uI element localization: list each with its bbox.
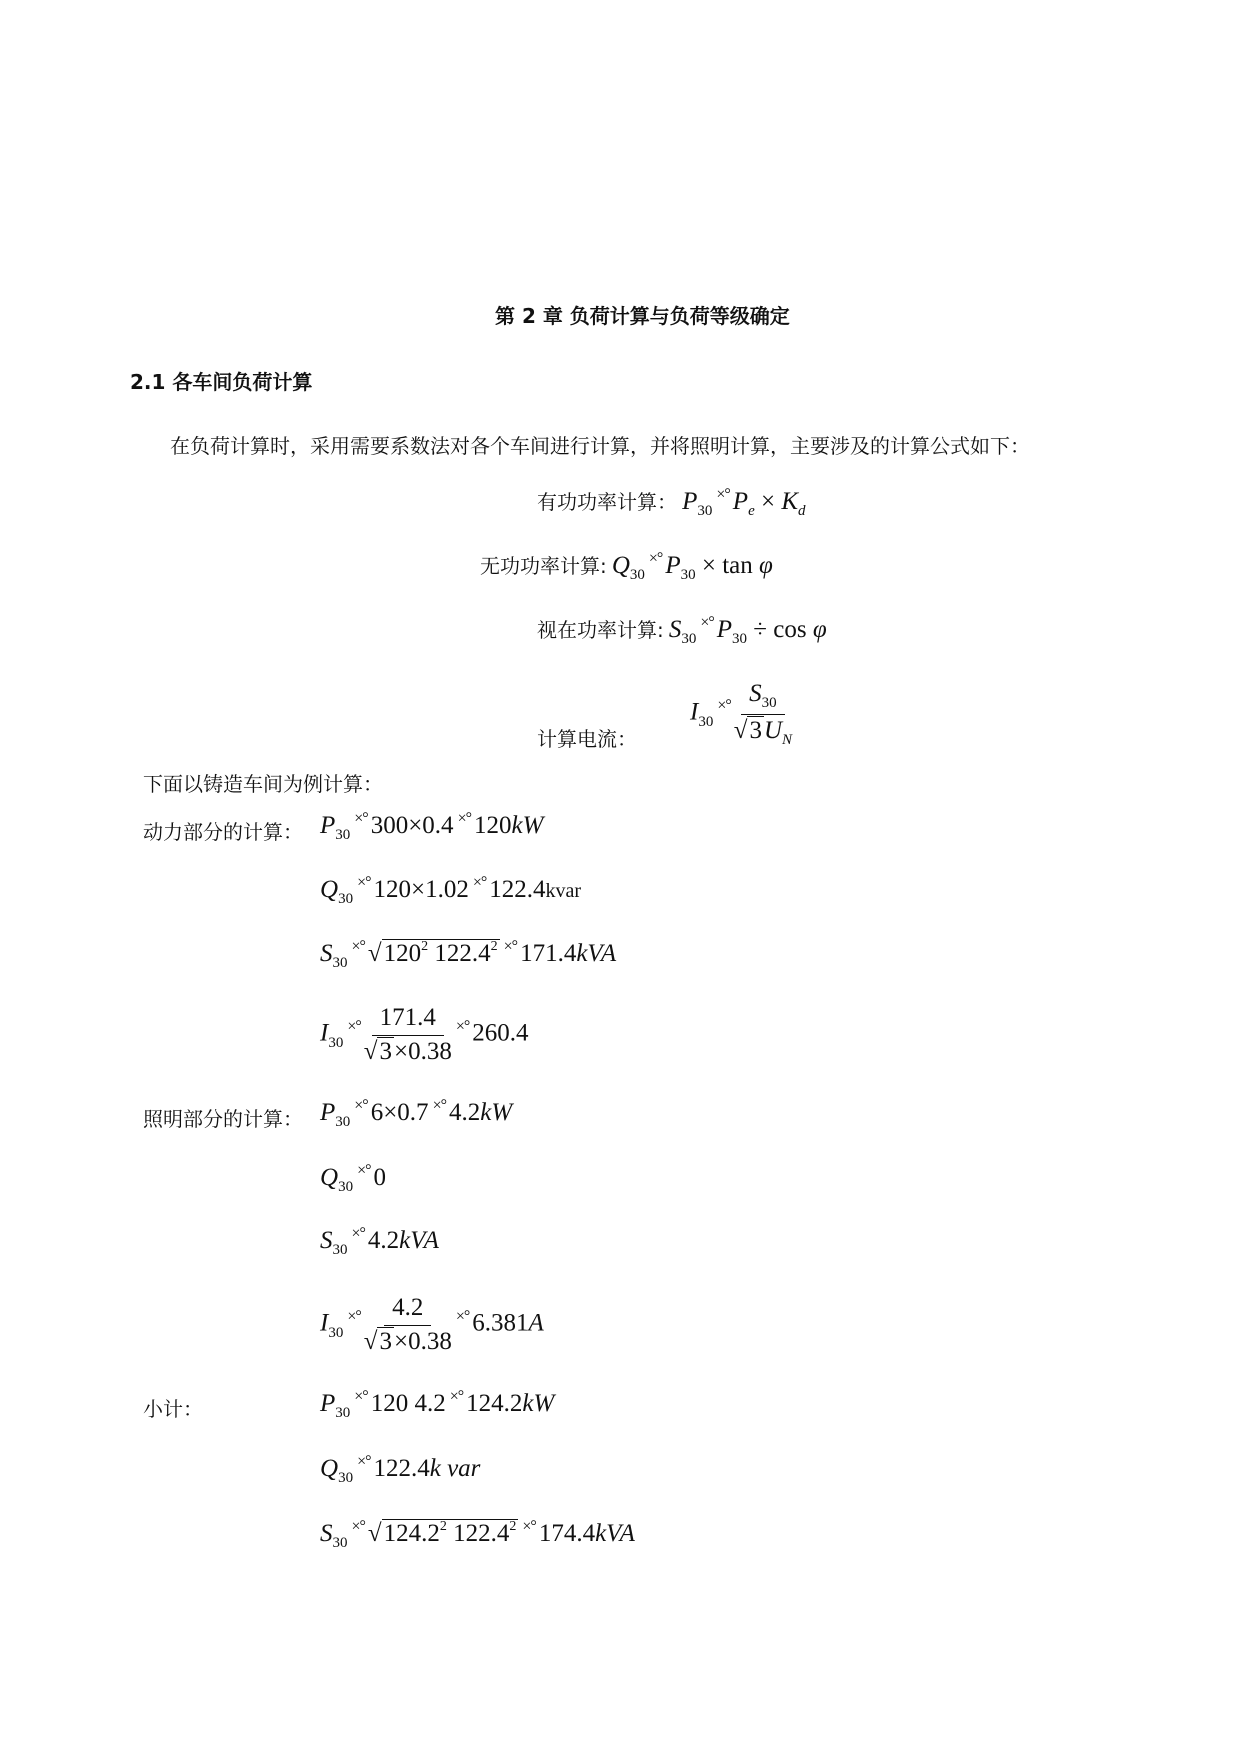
calc-q30-lighting: $Q_{30}^{\times^\circ}$ 0 [320,1162,386,1195]
example-intro: 下面以铸造车间为例计算： [143,772,383,796]
calc-q30-subtotal: $Q_{30}^{\times^\circ}$ 122.4k var [320,1453,481,1486]
formula-label: 无功功率计算: [480,554,607,578]
formula-active-power: 有功功率计算： $P_{30}^{\times^\circ}$ $P_e \times K_d$ [537,486,806,519]
formula-label: 视在功率计算: [537,618,664,642]
calc-s30-subtotal: $S_{30}^{\times^\circ}$ √124.2$^2$ 122.4$^2$ ×° 174.4kVA [320,1518,635,1551]
formula-label: 有功功率计算： [537,490,677,514]
calc-p30-lighting: $P_{30}^{\times^\circ}$ 6×0.7 ×° 4.2kW [320,1097,513,1130]
subtotal-label: 小计： [143,1397,203,1421]
calc-i30-lighting: $I_{30}^{\times^\circ}$ $\frac{4.2}{√3\times 0.38}$ ×° 6.381A [320,1294,544,1355]
calc-p30-power: $P_{30}^{\times^\circ}$ 300×0.4 ×° 120kW [320,810,544,843]
formula-reactive-power: 无功功率计算: $Q_{30}^{\times^\circ}$ $P_{30} \times \tan \varphi$ [480,550,773,583]
power-part-label: 动力部分的计算： [143,820,303,844]
calc-q30-power: $Q_{30}^{\times^\circ}$ 120×1.02 ×° 122.4kvar [320,874,582,907]
formula-apparent-power: 视在功率计算: $S_{30}^{\times^\circ}$ $P_{30} \div \cos \varphi$ [537,614,827,647]
calc-i30-power: $I_{30}^{\times^\circ}$ $\frac{171.4}{√3\times 0.38}$ ×° 260.4 [320,1004,529,1065]
chapter-title: 第 2 章 负荷计算与负荷等级确定 [495,304,790,328]
calc-s30-lighting: $S_{30}^{\times^\circ}$ 4.2kVA [320,1225,439,1258]
calc-p30-subtotal: $P_{30}^{\times^\circ}$ 120 4.2 ×° 124.2kW [320,1388,555,1421]
calc-s30-power: $S_{30}^{\times^\circ}$ $√120^2$ 122.4$^2$ ×° 171.4kVA [320,938,617,971]
intro-paragraph: 在负荷计算时，采用需要系数法对各个车间进行计算，并将照明计算，主要涉及的计算公式如下： [170,434,1030,458]
formula-label-current: 计算电流： [537,727,637,751]
lighting-part-label: 照明部分的计算： [143,1107,303,1131]
section-title: 2.1 各车间负荷计算 [130,370,313,394]
formula-current: $I_{30}^{\times^\circ}$ $\frac{S_{30}}{√3U_N}$ [690,680,793,748]
